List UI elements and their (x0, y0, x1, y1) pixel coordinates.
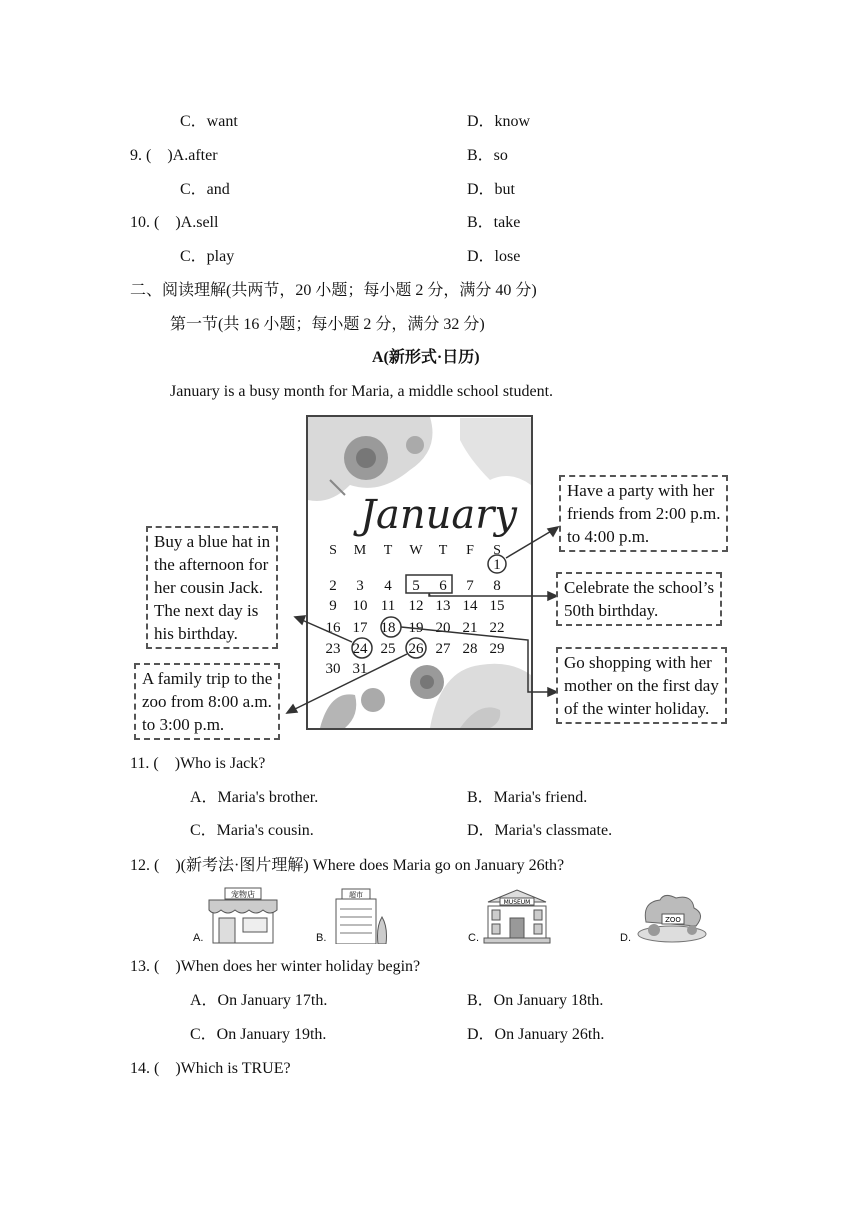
calendar-weekday: W (409, 543, 423, 558)
q12-label-a: A. (193, 932, 204, 944)
calendar-day: 17 (352, 620, 368, 636)
note-line: A family trip to the (142, 669, 273, 688)
supermarket-sign: 超市 (349, 891, 363, 899)
calendar-day: 10 (352, 598, 368, 614)
q13-option-d: D．On January 26th. (467, 1026, 605, 1043)
q12-label-b: B. (316, 932, 327, 944)
calendar-day: 26 (408, 641, 424, 657)
q8-option-d: D．know (467, 113, 531, 130)
note-line: friends from 2:00 p.m. (567, 504, 721, 523)
q11-option-d: D．Maria's classmate. (467, 822, 613, 839)
calendar-day: 19 (408, 620, 424, 636)
part-title: 第一节(共 16 小题；每小题 2 分，满分 32 分) (170, 316, 485, 333)
calendar-weekday: S (329, 543, 337, 558)
calendar-weekday: M (353, 543, 367, 558)
calendar-weekday: T (383, 543, 393, 558)
section-title: 二、阅读理解(共两节，20 小题；每小题 2 分，满分 40 分) (130, 282, 537, 299)
calendar-day: 31 (352, 661, 368, 677)
calendar-month-title: January (360, 492, 517, 538)
note-party (559, 475, 728, 552)
note-line: Go shopping with her (564, 653, 712, 672)
note-line: to 3:00 p.m. (142, 715, 225, 734)
calendar-day: 27 (435, 641, 451, 657)
note-line: Buy a blue hat in (154, 532, 271, 551)
note-line: his birthday. (154, 624, 238, 643)
q11-option-b: B．Maria's friend. (467, 789, 588, 806)
calendar-day: 22 (489, 620, 505, 636)
q9-option-b: B．so (467, 147, 508, 164)
q10-option-b: B．take (467, 214, 521, 231)
calendar-day: 7 (466, 578, 474, 594)
q13-option-a: A．On January 17th. (190, 992, 328, 1009)
calendar-weekday: T (438, 543, 448, 558)
calendar-weekday: S (493, 543, 501, 558)
q9-stem: 9. ( )A.after (130, 147, 218, 164)
note-hat (146, 526, 278, 649)
museum-sign: MUSEUM (503, 899, 531, 906)
q12-label-d: D. (620, 932, 631, 944)
calendar-day: 11 (380, 598, 396, 614)
passage-title: A(新形式·日历) (372, 349, 480, 366)
note-line: zoo from 8:00 a.m. (142, 692, 272, 711)
pet-shop-picture (207, 886, 279, 944)
calendar-day: 8 (493, 578, 501, 594)
calendar-day: 1 (493, 557, 501, 573)
q9-option-d: D．but (467, 181, 516, 198)
calendar-day: 25 (380, 641, 396, 657)
note-line: 50th birthday. (564, 601, 659, 620)
calendar-day: 16 (325, 620, 341, 636)
calendar-day: 23 (325, 641, 341, 657)
calendar-day: 29 (489, 641, 505, 657)
calendar-day: 5 (412, 578, 420, 594)
note-line: Celebrate the school’s (564, 578, 715, 597)
note-zoo (134, 663, 280, 740)
note-line: to 4:00 p.m. (567, 527, 650, 546)
supermarket-picture (330, 887, 392, 944)
q13-option-c: C．On January 19th. (190, 1026, 327, 1043)
q14-stem: 14. ( )Which is TRUE? (130, 1060, 291, 1077)
calendar-day: 3 (356, 578, 364, 594)
q12-stem: 12. ( )(新考法·图片理解) Where does Maria go on January 26th? (130, 857, 565, 874)
calendar-day: 24 (352, 641, 368, 657)
note-line: the afternoon for (154, 555, 269, 574)
note-line: mother on the first day (564, 676, 719, 695)
calendar-day: 28 (462, 641, 478, 657)
calendar-day: 2 (329, 578, 337, 594)
calendar-day: 15 (489, 598, 505, 614)
q13-option-b: B．On January 18th. (467, 992, 604, 1009)
pet-shop-sign: 宠物店 (231, 890, 255, 899)
calendar-day: 21 (462, 620, 478, 636)
zoo-picture (634, 892, 710, 944)
museum-picture (482, 888, 552, 944)
calendar-day: 12 (408, 598, 424, 614)
q10-stem: 10. ( )A.sell (130, 214, 219, 231)
note-line: of the winter holiday. (564, 699, 710, 718)
calendar-day: 30 (325, 661, 341, 677)
note-school (556, 572, 722, 626)
calendar-weekday: F (466, 543, 474, 558)
calendar-day: 18 (380, 620, 396, 636)
note-line: Have a party with her (567, 481, 715, 500)
calendar-day: 6 (439, 578, 447, 594)
q11-option-c: C．Maria's cousin. (190, 822, 314, 839)
note-line: The next day is (154, 601, 259, 620)
calendar-day: 9 (329, 598, 337, 614)
q10-option-d: D．lose (467, 248, 521, 265)
q11-option-a: A．Maria's brother. (190, 789, 319, 806)
q8-option-c: C．want (180, 113, 238, 130)
q10-option-c: C．play (180, 248, 235, 265)
passage-intro: January is a busy month for Maria, a middle school student. (170, 383, 554, 400)
q12-label-c: C. (468, 932, 479, 944)
calendar-day: 13 (435, 598, 451, 614)
q11-stem: 11. ( )Who is Jack? (130, 755, 266, 772)
q13-stem: 13. ( )When does her winter holiday begin? (130, 958, 421, 975)
zoo-sign: ZOO (665, 916, 681, 924)
note-line: her cousin Jack. (154, 578, 264, 597)
calendar-day: 4 (384, 578, 392, 594)
calendar-day: 20 (435, 620, 451, 636)
note-shopping (556, 647, 727, 724)
q9-option-c: C．and (180, 181, 230, 198)
calendar-day: 14 (462, 598, 478, 614)
